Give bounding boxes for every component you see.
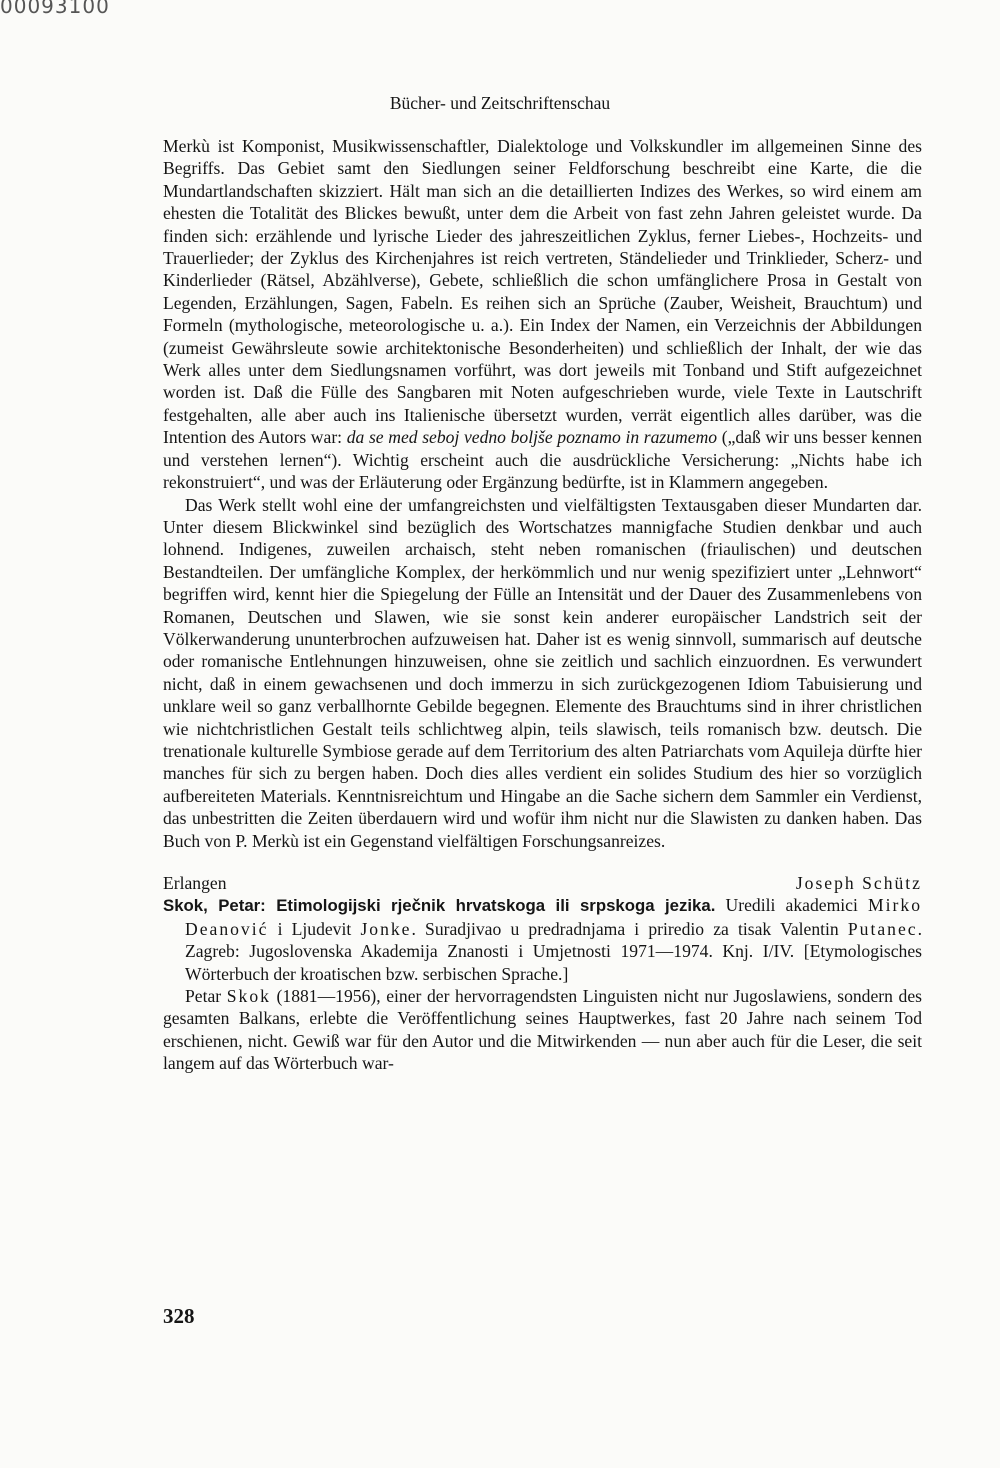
paragraph-text: Petar xyxy=(185,986,227,1007)
place: Erlangen xyxy=(163,873,227,893)
page-content xyxy=(163,135,922,1075)
paragraph xyxy=(163,985,922,1075)
book-title: Skok, Petar: Etimologijski rječnik hrvatskoga ili srpskoga jezika. xyxy=(163,896,716,916)
slovene-quote: da se med seboj vedno boljše poznamo in razumemo xyxy=(346,427,718,448)
bibliographic-entry xyxy=(163,894,922,985)
paragraph-text: Merkù ist Komponist, Musikwissenschaftler, Dialektologe und Volkskundler im allgemeinen Sinne des Begriffs. Das Gebiet samt den Siedlungen seiner Feldforschung beschreibt eine Karte, die die Mundartlandschaften skizziert. Hält man sich an die detaillierten Indizes des Werkes, so wird einem am ehesten die Totalität des Blickes bewußt, unter dem die Arbeit von fast zehn Jahren geleistet wurde. Da finden sich: erzählende und lyrische Lieder des jahreszeitlichen Zyklus, ferner Liebes-, Hochzeits- und Trauerlieder; der Zyklus des Kirchenjahres ist reich vertreten, Ständelieder und Trinklieder, Scherz- und Kinderlieder (Rätsel, Abzählverse), Gebete, schließlich die schon umfänglichere Prosa in Gestalt von Legenden, Erzählungen, Sagen, Fabeln. Es reihen sich an Sprüche (Zauber, Weisheit, Brauchtum) und Formeln (mythologische, meteorologische u. a.). Ein Index der Namen, ein Verzeichnis der Abbildungen (zumeist Gewährsleute sowie architektonische Besonderheiten) und schließlich der Inhalt, der wie das Werk alles unter dem Siedlungsnamen vorführt, was dort jeweils mit Tonband und Stift aufgezeichnet worden ist. Daß die Fülle des Sangbaren mit Noten aufgeschrieben wurde, viele Texte in Lautschrift festgehalten, alle aber auch ins Italienische übersetzt wurden, verrät eigentlich alles darüber, was die Intention des Autors war: xyxy=(163,136,922,448)
author-name: Skok xyxy=(226,986,271,1007)
entry-text: i Ljudevit xyxy=(268,918,361,939)
paragraph-text: („daß wir uns besser kennen und verstehen lernen“). Wichtig erscheint auch die ausdrückliche Versicherung: „Nichts habe ich rekonstruiert“, und was der Erläuterung oder Ergänzung bedürfte, ist in Klammern angegeben. xyxy=(163,427,923,493)
publication-info: . Zagreb: Jugoslovenska Akademija Znanosti i Umjetnosti 1971—1974. Knj. I/IV. [Etymologisches Wörterbuch der kroatischen bzw. serbischen Sprache.] xyxy=(185,918,922,984)
editor-name: Mirko Deanović xyxy=(185,895,922,939)
collaborator-name: Putanec xyxy=(847,918,918,939)
paragraph-text: (1881—1956), einer der hervorragendsten Linguisten nicht nur Jugoslawiens, sondern des gesamten Balkans, erlebte die Veröffentlichung seines Hauptwerkes, fast 20 Jahre nach seinem Tod erschienen, nicht. Gewiß war für den Autor und die Mitwirkenden — nun aber auch für die Leser, die seit langem auf das Wörterbuch war- xyxy=(163,986,922,1074)
page-id-stamp: 00093100 xyxy=(0,0,110,18)
review-article-skok xyxy=(163,894,922,1074)
reviewer-name: Joseph Schütz xyxy=(795,873,922,893)
entry-text: . Suradjivao u predradnjama i priredio za tisak Valentin xyxy=(411,918,848,939)
paragraph: Das Werk stellt wohl eine der umfangreichsten und vielfältigsten Textausgaben dieser Mundarten dar. Unter diesem Blickwinkel sind bezüglich des Wortschatzes mannigfache Studien denkbar und auch lohnend. Indigenes, zuweilen archaisch, steht neben romanischen (friaulischen) und deutschen Bestandteilen. Der umfängliche Komplex, der herkömmlich und nur wenig spezifiziert unter „Lehnwort“ begriffen wird, kennt hier die Spiegelung der Fülle an Intensität und der Dauer des Zusammenlebens von Romanen, Deutschen und Slawen, wie sie sonst kein anderer europäischer Landstrich seit der Völkerwanderung ununterbrochen aufzuweisen hat. Daher ist es wenig sinnvoll, summarisch auf deutsche oder romanische Entlehnungen hinzuweisen, ohne sie zeitlich und sachlich einzuordnen. Es verwundert nicht, daß in einem gewachsenen und doch immerzu in sich zurückgezogenen Idiom Tabuisierung und unklare weil so ganz verballhornte Gebilde begegnen. Elemente des Brauchtums sind in ihrer christlichen wie nichtchristlichen Gestalt teils schlichtweg alpin, teils slawisch, teils romanisch bzw. deutsch. Die trenationale kulturelle Symbiose gerade auf dem Territorium des alten Patriarchats vom Aquileja dürfte hier manches für sich zu bergen haben. Doch dies alles verdient ein solides Studium des hier so vorzüglich aufbereiteten Materials. Kenntnisreichtum und Hingabe an die Sache sichern dem Sammler ein Verdienst, das unbestritten die Zeiten überdauern wird und wofür ihm nicht nur die Slawisten zu danken haben. Das Buch von P. Merkù ist ein Gegenstand vielfältigen Forschungsanreizes. xyxy=(163,494,922,851)
page-number: 328 xyxy=(163,1304,195,1328)
paragraph xyxy=(163,135,922,494)
entry-text: Uredili akademici xyxy=(715,895,869,916)
running-head: Bücher- und Zeitschriftenschau xyxy=(389,93,611,113)
review-article-merku xyxy=(163,135,922,894)
editor-name: Jonke xyxy=(360,918,412,939)
signature xyxy=(163,872,922,894)
